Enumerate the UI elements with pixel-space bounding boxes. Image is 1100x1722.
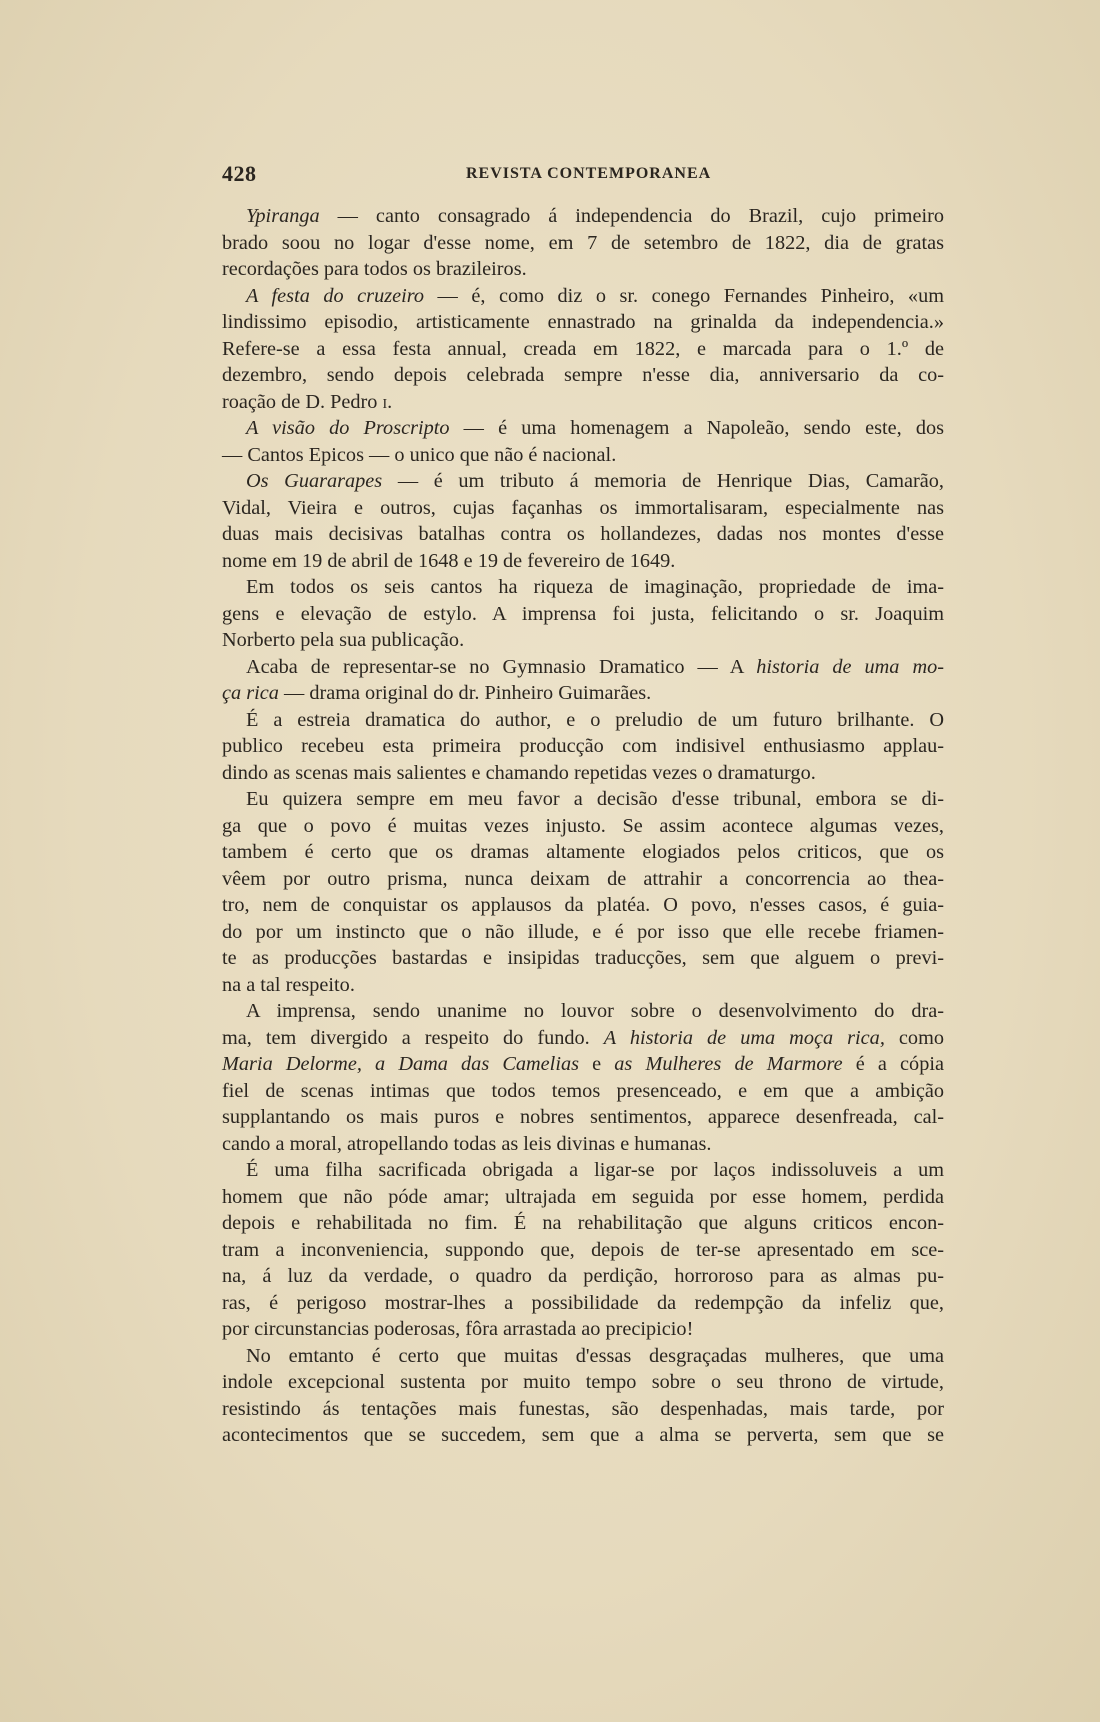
text-run: ras, é perigoso mostrar-lhes a possibilidade da redempção da infeliz que,: [222, 1291, 944, 1314]
text-run: te as producções bastardas e insipidas traducções, sem que alguem o previ-: [222, 947, 944, 969]
italic-title: as Mulheres de Marmore: [614, 1053, 843, 1075]
text-run: gens e elevação de estylo. A imprensa foi justa, felicitando o sr. Joaquim: [222, 602, 944, 625]
text-run: — é uma homenagem a Napoleão, sendo este, dos: [449, 417, 944, 439]
text-run: por circunstancias poderosas, fôra arrastada ao precipicio!: [222, 1318, 694, 1340]
text-run: — é, como diz o sr. conego Fernandes Pinheiro, «um: [424, 284, 944, 307]
text-line: [222, 998, 944, 1025]
text-line: [222, 574, 944, 601]
text-line: [222, 309, 944, 336]
text-line: [222, 495, 944, 522]
text-line: [222, 203, 944, 230]
text-run: vêem por outro prisma, nunca deixam de attrahir a concorrencia ao thea-: [222, 867, 944, 890]
text-line: [222, 362, 944, 389]
text-run: No emtanto é certo que muitas d'essas desgraçadas mulheres, que uma: [246, 1344, 944, 1367]
body-text: [222, 203, 944, 1449]
text-line: [222, 1210, 944, 1237]
text-line: [222, 415, 944, 442]
text-run: Acaba de representar-se no Gymnasio Dramatico — A: [246, 655, 757, 678]
text-line: [222, 1131, 944, 1158]
text-line: [222, 389, 944, 416]
text-run: brado soou no logar d'esse nome, em 7 de setembro de 1822, dia de gratas: [222, 231, 944, 254]
text-run: resistindo ás tentações mais funestas, são despenhadas, mais tarde, por: [222, 1397, 944, 1420]
italic-title: historia de uma mo-: [756, 655, 944, 678]
page-header: [222, 161, 944, 191]
text-line: [222, 1316, 944, 1343]
text-run: cando a moral, atropellando todas as leis divinas e humanas.: [222, 1132, 712, 1155]
text-line: [222, 707, 944, 734]
text-line: [222, 1157, 944, 1184]
text-line: [222, 601, 944, 628]
italic-title: Os Guararapes: [246, 470, 383, 492]
text-run: Norberto pela sua publicação.: [222, 629, 465, 651]
text-run: i: [382, 390, 388, 413]
text-run: Eu quizera sempre em meu favor a decisão d'esse tribunal, embora se di-: [246, 788, 944, 810]
text-run: lindissimo episodio, artisticamente ennastrado na grinalda da independencia.»: [222, 311, 944, 333]
italic-title: A visão do Proscripto: [246, 417, 450, 439]
text-line: [222, 1237, 944, 1264]
text-run: — Cantos Epicos — o unico que não é nacional.: [222, 443, 617, 466]
page-number: 428: [222, 161, 257, 186]
text-run: É a estreia dramatica do author, e o preludio de um futuro brilhante. O: [246, 708, 944, 731]
text-run: publico recebeu esta primeira producção com indisivel enthusiasmo applau-: [222, 735, 944, 757]
text-run: homem que não póde amar; ultrajada em seguida por esse homem, perdida: [222, 1185, 944, 1208]
text-line: [222, 972, 944, 999]
text-line: [222, 866, 944, 893]
text-run: A imprensa, sendo unanime no louvor sobre o desenvolvimento do dra-: [246, 1000, 944, 1022]
text-run: É uma filha sacrificada obrigada a ligar-se por laços indissoluveis a um: [246, 1159, 944, 1181]
text-run: na a tal respeito.: [222, 973, 355, 996]
text-run: indole excepcional sustenta por muito tempo sobre o seu throno de virtude,: [222, 1371, 944, 1393]
text-run: ma, tem divergido a respeito do fundo.: [222, 1026, 604, 1049]
text-line: [222, 1078, 944, 1105]
text-line: [222, 548, 944, 575]
text-line: [222, 442, 944, 469]
text-line: [222, 839, 944, 866]
text-line: [222, 336, 944, 363]
text-run: — é um tributo á memoria de Henrique Dias, Camarão,: [382, 470, 944, 492]
text-line: [222, 256, 944, 283]
text-line: [222, 945, 944, 972]
italic-title: Ypiranga: [246, 205, 320, 227]
text-run: acontecimentos que se succedem, sem que a alma se perverta, sem que se: [222, 1424, 944, 1446]
text-line: [222, 733, 944, 760]
text-run: nome em 19 de abril de 1648 e 19 de fevereiro de 1649.: [222, 549, 676, 572]
text-run: Vidal, Vieira e outros, cujas façanhas os immortalisaram, especialmente nas: [222, 496, 944, 519]
text-run: do por um instincto que o não illude, e é por isso que elle recebe friamen-: [222, 920, 944, 943]
text-run: ga que o povo é muitas vezes injusto. Se assim acontece algumas vezes,: [222, 814, 944, 837]
text-line: [222, 654, 944, 681]
text-run: depois e rehabilitada no fim. É na rehabilitação que alguns criticos encon-: [222, 1212, 944, 1234]
text-run: — drama original do dr. Pinheiro Guimarães.: [278, 682, 652, 704]
text-run: — canto consagrado á independencia do Brazil, cujo primeiro: [319, 205, 944, 227]
text-run: tram a inconveniencia, suppondo que, depois de ter-se apresentado em sce-: [222, 1238, 944, 1261]
text-line: [222, 892, 944, 919]
text-line: [222, 813, 944, 840]
text-line: [222, 1051, 944, 1078]
text-run: na, á luz da verdade, o quadro da perdição, horroroso para as almas pu-: [222, 1265, 944, 1287]
text-run: dindo as scenas mais salientes e chamando repetidas vezes o dramaturgo.: [222, 761, 816, 784]
text-run: é a cópia: [842, 1053, 944, 1075]
italic-title: ça rica: [222, 682, 279, 704]
running-head: REVISTA CONTEMPORANEA: [466, 165, 712, 182]
text-run: tambem é certo que os dramas altamente elogiados pelos criticos, que os: [222, 841, 944, 863]
text-line: [222, 680, 944, 707]
italic-title: A historia de uma moça rica,: [603, 1026, 885, 1049]
text-line: [222, 919, 944, 946]
italic-title: Maria Delorme, a Dama das Camelias: [222, 1053, 579, 1075]
text-run: fiel de scenas intimas que todos temos presenceado, e em que a ambição: [222, 1079, 944, 1102]
text-run: dezembro, sendo depois celebrada sempre n'esse dia, anniversario da co-: [222, 364, 944, 386]
text-line: [222, 1290, 944, 1317]
text-run: .: [387, 390, 393, 413]
text-line: [222, 468, 944, 495]
text-line: [222, 1369, 944, 1396]
text-line: [222, 1396, 944, 1423]
text-line: [222, 760, 944, 787]
text-run: recordações para todos os brazileiros.: [222, 258, 527, 280]
text-line: [222, 1104, 944, 1131]
text-run: como: [884, 1026, 944, 1049]
text-line: [222, 786, 944, 813]
text-run: Refere-se a essa festa annual, creada em 1822, e marcada para o 1.º de: [222, 337, 944, 360]
text-line: [222, 1184, 944, 1211]
text-run: roação de D. Pedro: [222, 390, 383, 413]
text-line: [222, 1422, 944, 1449]
italic-title: A festa do cruzeiro: [246, 284, 425, 307]
text-line: [222, 230, 944, 257]
text-run: duas mais decisivas batalhas contra os hollandezes, dadas nos montes d'esse: [222, 523, 944, 545]
text-line: [222, 627, 944, 654]
text-run: e: [578, 1053, 615, 1075]
text-run: Em todos os seis cantos ha riqueza de imaginação, propriedade de ima-: [246, 576, 944, 598]
text-run: supplantando os mais puros e nobres sentimentos, apparece desenfreada, cal-: [222, 1106, 944, 1128]
text-line: [222, 1343, 944, 1370]
text-line: [222, 283, 944, 310]
text-run: tro, nem de conquistar os applausos da platéa. O povo, n'esses casos, é guia-: [222, 894, 944, 916]
text-line: [222, 521, 944, 548]
text-line: [222, 1263, 944, 1290]
text-line: [222, 1025, 944, 1052]
